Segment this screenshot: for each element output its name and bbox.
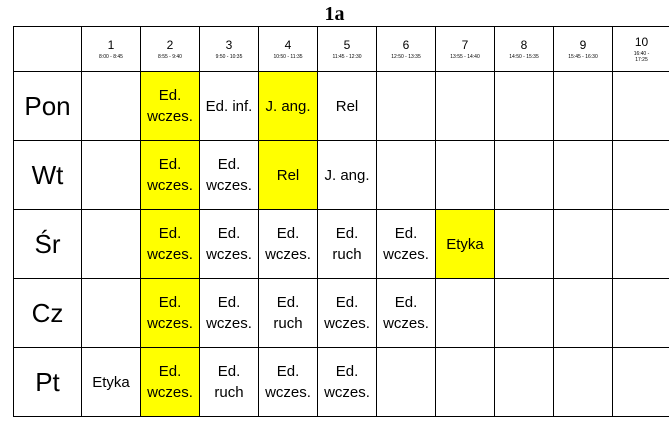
day-label: Pon <box>14 72 82 141</box>
lesson-cell: Ed. wczes. <box>200 210 259 279</box>
day-row <box>14 348 669 417</box>
lesson-cell: Rel <box>259 141 318 210</box>
period-header <box>554 27 613 72</box>
lesson-cell: Ed. wczes. <box>377 279 436 348</box>
lesson-cell <box>495 210 554 279</box>
period-header <box>141 27 200 72</box>
lesson-cell <box>554 279 613 348</box>
period-number: 8 <box>520 38 528 52</box>
period-header <box>318 27 377 72</box>
lesson-cell: Ed. inf. <box>200 72 259 141</box>
period-header <box>259 27 318 72</box>
lesson-cell: J. ang. <box>259 72 318 141</box>
period-number: 6 <box>402 38 410 52</box>
lesson-cell <box>613 141 669 210</box>
period-header <box>200 27 259 72</box>
lesson-cell <box>554 348 613 417</box>
lesson-cell <box>554 210 613 279</box>
lesson-cell <box>613 279 669 348</box>
day-row <box>14 210 669 279</box>
lesson-cell <box>436 279 495 348</box>
lesson-cell: Ed. wczes. <box>377 210 436 279</box>
period-time: 14:50 - 15:35 <box>509 54 539 60</box>
period-number: 9 <box>579 38 587 52</box>
lesson-cell: Etyka <box>82 348 141 417</box>
lesson-cell: Ed. wczes. <box>141 72 200 141</box>
period-time: 8:00 - 8:45 <box>99 54 123 60</box>
lesson-cell: Ed. wczes. <box>259 348 318 417</box>
period-header <box>613 27 669 72</box>
lesson-cell: Ed. wczes. <box>259 210 318 279</box>
lesson-cell: Rel <box>318 72 377 141</box>
period-number: 10 <box>634 35 649 49</box>
period-number: 4 <box>284 38 292 52</box>
period-time: 13:55 - 14:40 <box>450 54 480 60</box>
period-time: 12:50 - 13:35 <box>391 54 421 60</box>
lesson-cell <box>613 210 669 279</box>
lesson-cell <box>82 72 141 141</box>
lesson-cell: Ed. wczes. <box>318 348 377 417</box>
lesson-cell <box>554 72 613 141</box>
lesson-cell <box>613 348 669 417</box>
lesson-cell <box>436 72 495 141</box>
period-time: 11:45 - 12:30 <box>332 54 362 60</box>
lesson-cell: Ed. wczes. <box>141 210 200 279</box>
lesson-cell <box>613 72 669 141</box>
period-number: 3 <box>225 38 233 52</box>
period-time: 9:50 - 10:35 <box>215 54 243 60</box>
period-time: 16:40 - 17:25 <box>633 51 650 63</box>
day-row <box>14 279 669 348</box>
day-row <box>14 141 669 210</box>
lesson-cell <box>495 348 554 417</box>
lesson-cell: Ed. wczes. <box>318 279 377 348</box>
day-label: Śr <box>14 210 82 279</box>
timetable-title: 1a <box>324 3 345 25</box>
lesson-cell <box>377 141 436 210</box>
period-time: 8:55 - 9:40 <box>158 54 182 60</box>
period-time: 10:50 - 11:35 <box>273 54 303 60</box>
corner-cell <box>14 27 82 72</box>
lesson-cell <box>436 141 495 210</box>
lesson-cell <box>436 348 495 417</box>
period-time: 15:45 - 16:30 <box>568 54 598 60</box>
day-label: Pt <box>14 348 82 417</box>
lesson-cell <box>495 279 554 348</box>
timetable-body <box>14 72 669 417</box>
lesson-cell <box>82 210 141 279</box>
header-row <box>14 27 669 72</box>
lesson-cell <box>495 141 554 210</box>
lesson-cell: Ed. wczes. <box>200 141 259 210</box>
period-number: 5 <box>343 38 351 52</box>
period-header <box>436 27 495 72</box>
timetable <box>13 26 669 417</box>
period-number: 7 <box>461 38 469 52</box>
lesson-cell: J. ang. <box>318 141 377 210</box>
period-number: 1 <box>107 38 115 52</box>
day-label: Wt <box>14 141 82 210</box>
period-header <box>377 27 436 72</box>
day-row <box>14 72 669 141</box>
period-number: 2 <box>166 38 174 52</box>
lesson-cell: Etyka <box>436 210 495 279</box>
lesson-cell: Ed. wczes. <box>141 279 200 348</box>
lesson-cell: Ed. ruch <box>318 210 377 279</box>
lesson-cell: Ed. wczes. <box>141 141 200 210</box>
period-header <box>82 27 141 72</box>
lesson-cell: Ed. ruch <box>259 279 318 348</box>
lesson-cell: Ed. wczes. <box>200 279 259 348</box>
lesson-cell: Ed. ruch <box>200 348 259 417</box>
day-label: Cz <box>14 279 82 348</box>
lesson-cell <box>377 348 436 417</box>
lesson-cell <box>554 141 613 210</box>
lesson-cell <box>82 141 141 210</box>
lesson-cell <box>377 72 436 141</box>
lesson-cell <box>495 72 554 141</box>
lesson-cell: Ed. wczes. <box>141 348 200 417</box>
period-header <box>495 27 554 72</box>
lesson-cell <box>82 279 141 348</box>
